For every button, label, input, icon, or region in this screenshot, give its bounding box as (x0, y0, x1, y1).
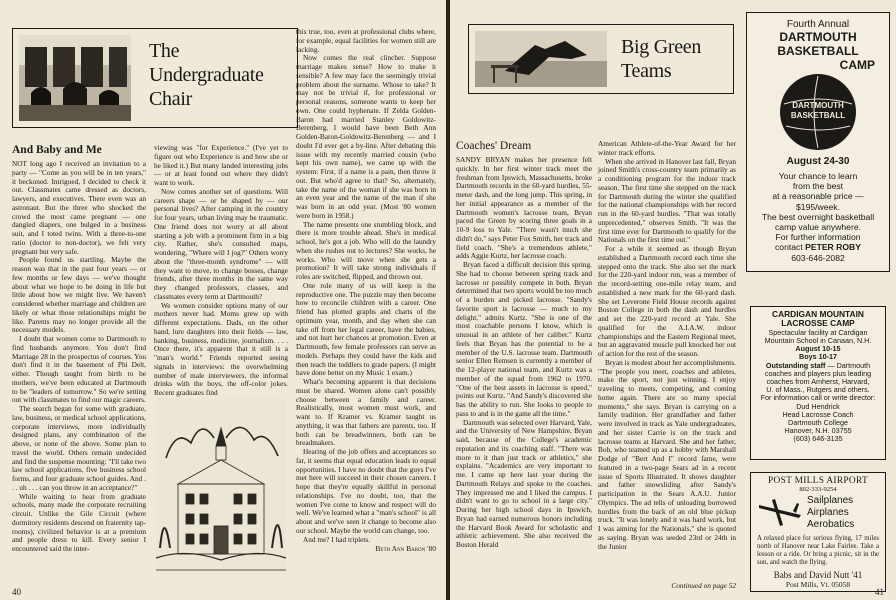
left-page (0, 0, 446, 600)
paragraph: While waiting to hear from graduate schools, many made the corporate recruiting circuit. Unlike the Gile Circuit (where dormitory residents descend on fraternity tap-rooms), civilized behavior is at a premium and people dress to kill. Every senior I encountered said the inter- (12, 491, 146, 553)
airport-title: POST MILLS AIRPORT (768, 476, 868, 486)
post-mills-airport-ad (750, 472, 886, 592)
camp-body-line: For further information (775, 232, 861, 243)
section-title-coaches-dream: Coaches' Dream (456, 140, 532, 152)
paragraph: Now comes the real clincher. Suppose marriage makes sense? How to make it sensible? A few may face the seemingly trivial problem about the surname. Whose to take? It may not be trivial if, for professional or personal reasons, someone wants to keep her own. One could hyphenate. If Zelda Golden-Baron had married Stanley Goldowitz-Berenberg, I would have been Beth Ann Golden-Baron-Goldowitz-Berenberg — and I doubt I'd ever get a by-line. After debating this issue with my recently married cousin (who kept his own name), we came up with the system: First, if a name is a pain, then throw it out. But who'd agree to that? So, alternately, take the name of the woman if she was born in an even year and the name of the man if she was born in an odd year. (Most '80 women were born in 1958.) (296, 53, 436, 220)
left-column-2 (154, 143, 288, 397)
continued-note: Continued on page 52 (671, 581, 736, 590)
airport-services (751, 493, 885, 533)
paragraph: this true, too, even at professional clubs where, for example, equal facilities for women still are lacking. (296, 27, 436, 54)
ball-text-basketball: BASKETBALL (790, 111, 846, 120)
lacrosse-line: Spectacular facility at Cardigan (768, 327, 868, 337)
paragraph: NOT long ago I received an invitation to a party — "Come as you will be in ten years," it beckoned. Intrigued, I decided to check it out. Classmates came dressed as doctors, lawyers, and executives. There even was an astronaut. But the three who shocked the crowd the most came pregnant — one dangled diapers, one bulged in a business suit, and I toted twins. With a three-to-one ratio (doctor to non-doctor), we felt very pregnant but very safe. (12, 159, 146, 256)
lacrosse-line: Head Lacrosse Coach (782, 409, 854, 419)
header-photo-graphic (19, 35, 131, 121)
building-drawing (156, 398, 286, 574)
airport-phone: 802-333-9254 (799, 486, 837, 493)
camp-title-basketball: BASKETBALL (777, 44, 859, 58)
paragraph: When she arrived in Hanover last fall, Bryan joined Smith's cross-country team primarily as a conditioning program for the indoor track season. The first time she stepped on the track for Dartmouth during the winter she qualified for the national championships with her record run in the 60-yard hurdles. "That was totally unprecedented," observes Smith. "It was the first time ever for Dartmouth to qualify for the Nationals on the first time out." (598, 156, 736, 245)
paragraph: Bryan faced a difficult decision this spring. She had to choose between spring track and lacrosse or possibly compete in both. Bryan determined that two sports would be too much of a burden and picked lacrosse. "Sandy's favorite sport is lacrosse — much to my delight," admits Kurtz. "She is one of the most coachable persons I know, which is unusual in an athlete of her caliber." Kurtz feels that Bryan has the potential to be a member of the U.S. lacrosse team. Dartmouth senior Ellen Remsen is currently a member of the 12-player national team, and Kurtz was a member of the squad from 1962 to 1970. "One of the best assets in lacrosse is speed," points out Kurtz. "And Sandy's discovered she has the ability to run. She looks to people to pass to and is in the game all the time." (456, 260, 592, 418)
header-photo-graphic (475, 31, 607, 87)
right-page (450, 0, 896, 600)
dartmouth-hall-illustration (156, 398, 286, 574)
page-number-right: 41 (875, 587, 884, 597)
camp-title-camp: CAMP (839, 58, 875, 72)
paragraph: Hearing of the job offers and acceptances so far, it seems that equal education leads to equal opportunities. I have no doubt that the guys I've met here will succeed in their chosen careers. I hope that they're equally skillful in personal relationships. I've no doubt, too, that the women I've come to know and respect will do well. We've learned what a "man's school" is all about and we've seen it change to become also our school. Maybe the world can change, too. (296, 447, 436, 535)
chair-title-line-1: The (149, 40, 180, 62)
camp-body (747, 171, 889, 263)
lacrosse-ages: Boys 10-17 (799, 352, 837, 362)
teams-title-line-1: Big Green (621, 36, 702, 58)
paragraph: People found us startling. Maybe the reason was that in the past four years — or few months or few days — we've thought about what we hope to be doing in life but little about how we might live. We haven't considered whether marriage and children are likely or what those relationships might be like. Parents may no longer provide all the necessary models. (12, 255, 146, 335)
camp-contact (747, 242, 889, 252)
lacrosse-staff-label: Outstanding staff (765, 360, 826, 370)
lacrosse-line: Dud Hendrick (796, 401, 840, 411)
paragraph: viewing was "for Experience." (I've yet to figure out who Experience is and how she or he liked it.) But many landed interesting jobs — or at least found out where they didn't want to work. (154, 143, 288, 187)
camp-contact-name: PETER ROBY (805, 242, 861, 253)
chair-title-line-2: Undergraduate (149, 64, 264, 86)
page-number-left: 40 (12, 587, 21, 597)
basketball-camp-ad (746, 12, 890, 272)
camp-body-line: from the best (792, 181, 844, 192)
camp-dates: August 24-30 (786, 156, 850, 167)
byline: Beth Ann Baron '80 (375, 544, 436, 554)
camp-title-dartmouth: DARTMOUTH (779, 30, 857, 44)
airport-service-aerobatics: Aerobatics (807, 519, 855, 530)
big-green-teams-header (468, 24, 734, 94)
camp-body-line: The best overnight basketball (761, 211, 875, 222)
paragraph: Dartmouth was selected over Harvard, Yale, and the University of New Hampshire, Bryan said, because of the College's academic reputation and its coaching staff. "There was more to it than just track or athletics," she explains. "Academics are very important to me. I came up here last year during the Dartmouth Relays and spoke to the coaches. They impressed me and I liked the campus. I didn't want to go to school in a large city." During her high school days in Ipswich, Bryan had earned numerous honors including the Harvard Book Award for scholastic and athletic achievement. She also received the Boston Herald (456, 417, 592, 549)
paragraph: What's becoming apparent is that decisions must be shared. Women alone can't possibly choose between a family and career. Realistically, most women must work, and want to. If Kramer vs. Kramer taught us anything, it was that fathers are parents, too. If both can be breadwinners, both can be breadmakers. (296, 377, 436, 448)
camp-body-line: at a reasonable price — (772, 191, 864, 202)
ball-text-dartmouth: DARTMOUTH (792, 101, 844, 110)
airport-description: A relaxed place for serious flying, 17 miles north of Hanover near Lake Fairlee. Take a lesson or a ride. Or bring a picnic, sit in the sun, and watch the flying. (757, 535, 879, 566)
lacrosse-staff-text: Dartmouth (836, 360, 871, 370)
lacrosse-staff: Outstanding staff — Dartmouth (765, 360, 871, 370)
lacrosse-line: coaches and players plus leading (764, 368, 872, 378)
airport-owners: Babs and David Nutt '41 (773, 570, 863, 580)
header-photo-hurdler (475, 31, 607, 87)
lacrosse-title-2: LACROSSE CAMP (781, 318, 855, 329)
paragraph: Now comes another set of questions. Will careers shape — or be shaped by — our personal lives? After camping in the country for four years, urban living may be traumatic. One friend does not worry at all about starting a job with a prominent firm in a big city. Rather, she's consulted maps, wondering, "Where will I jog?" Others worry about the "three-month syndrome" — will they want to move, to change bosses, change friends, after three months in the same way they changed professors, classes, and classmates every term at Dartmouth? (154, 186, 288, 301)
right-column-1 (456, 140, 592, 590)
paragraph: Bryan is modest about her accomplishments. "The people you meet, coaches and athletes, make the sport, not just winning. I enjoy traveling to meets, competing, and coming home again. There are so many special moments," she says. Bryan is carrying on a family tradition. Her grandfather and father were involved in track as Yale undergraduates, and her sister Carrie is on the track and lacrosse teams at Harvard. She and her father, Bob, who teamed up as a hobby with Marshall Dodge of "Bert And I" record fame, were featured in a two-page Sears ad in a recent issue of Sports Illustrated. It shows daughter and father snowsliding after Sandy's participation in the Sears A.A.U. Junior Olympics. The ad tells of unloading borrowed hurdles from the back of an old blue pickup truck. "It was lonely and it was hard work, but I was aiming for the Nationals," she is quoted as saying. Bryan was seeded 23rd or 24th in the Junior (598, 357, 736, 551)
paragraph: One role many of us will keep is the reproductive one. The puzzle may then become how to reconcile children with a career. One friend has plotted graphs and charts of the optimum year, month, and day when she can take off from her legal career, have the babies, and not hurt her chances at promotion. Even at Dartmouth, few female professors can serve as models. Perhaps they could have the kids and then teach the toddlers to grade papers. (I might have done better on my Music 1 exam.) (296, 280, 436, 378)
paragraph: American Athlete-of-the-Year Award for her winter track efforts. (598, 139, 736, 157)
lacrosse-title-1: CARDIGAN MOUNTAIN (772, 309, 864, 319)
paragraph: We women consider options many of our mothers never had. Moms grew up with different expectations. Dads, on the other hand, lure daughters into their fields — law, banking, business, medicine, journalism. . . . Once there, it's apparent that it still is a "man's world." Friends reported seeing signals in interviews: the overwhelming number of male interviewers, the informal drinks with the boys, the off-color jokes. Recent graduates find (154, 300, 288, 397)
paragraph: For a while it seemed as though Bryan established a Dartmouth record each time she stepped onto the track. She also set the mark for the 220-yard indoor run, was a member of the record-setting one-mile relay team, and established a new mark for the 60-yard dash. She set Leverone Field House records against Boston College in both the dash and hurdles and set the 220-yard record at Yale. She qualified for the A.I.A.W. indoor championships and the Eastern Regional meet, but an aggravated muscle pull knocked her out of action for the rest of the season. (598, 244, 736, 358)
basketball-icon (780, 74, 856, 150)
lacrosse-line: For information call or write director: (760, 393, 876, 403)
sailplane-icon (757, 495, 803, 529)
lacrosse-line: Dartmouth College (788, 418, 848, 428)
header-photo-chair (19, 35, 131, 121)
camp-price: $195/week. (796, 201, 840, 212)
paragraph: I doubt that women come to Dartmouth to find husbands anymore. You don't find Marriage 28 in the prospectus of courses. You don't find it in the basement of Phi Delt, either. Though taught from birth to be mothers, we've been educated at Dartmouth to be "leaders of tomorrow." So we're setting out with classmates to find our magic careers. (12, 334, 146, 405)
camp-body-line: camp value anywhere. (775, 222, 861, 233)
paragraph: The search began for some with graduate, law, business, or medical school applications, corporate interviews, more individually designed plans, any combination of the above, or none of the above. Some plan to travel the world. Others remain undecided and find the suspense mounting: "I'll take two law school applications, five business school forms, and four graduate school guides. And . . . uh . . . can you throw in an acceptance?" (12, 404, 146, 492)
airport-service-airplanes: Airplanes (807, 507, 849, 518)
airport-service-sailplanes: Sailplanes (807, 495, 854, 506)
paragraph: The name presents one stumbling block, and there is more trouble ahead. She's in medical school, he's got a job. Who will do the laundry when she rushes out to lectures? She works, he works. Who will move when she gets a promotion? It will take strong individuals if roles are switched, flipped, and thrown out. (296, 219, 436, 281)
paragraph: And me? I had triplets. (303, 534, 371, 544)
left-column-3 (296, 28, 436, 568)
airport-address: Post Mills, Vt. 05058 (785, 580, 851, 589)
undergraduate-chair-header (12, 28, 298, 128)
lacrosse-line: Hanover, N.H. 03755 (784, 426, 852, 436)
lacrosse-line: U. of Mass., Rutgers and others. (766, 385, 870, 395)
right-column-2 (598, 140, 736, 580)
lacrosse-line: Mountain School in Canaan, N.H. (764, 336, 872, 346)
teams-title-line-2: Teams (621, 60, 672, 82)
paragraph: SANDY BRYAN makes her presence felt quickly. In her first winter track meet the freshman from Ipswich, Massachusetts, broke Dartmouth records in the 60-yard hurdles, 55-meter dash, and the long jump. This spring, in her initial appearance as a member of the Dartmouth women's lacrosse team, Bryan paced the Green by scoring three goals in a 10-9 loss to Yale. "There wasn't much she didn't do," says Peter Fox Smith, her track and field coach. "She's a tremendous athlete," adds Aggie Kurtz, her lacrosse coach. (456, 155, 592, 261)
camp-phone: 603-646-2082 (791, 252, 845, 263)
camp-fourth-annual: Fourth Annual (786, 19, 850, 30)
left-column-1 (12, 144, 146, 586)
lacrosse-line: (603) 646-3135 (793, 434, 843, 444)
chair-title-line-3: Chair (149, 88, 192, 110)
camp-contact-label: contact (775, 242, 803, 253)
lacrosse-line: coaches from Amherst, Harvard, (766, 377, 870, 387)
lacrosse-camp-ad (750, 306, 886, 460)
section-title-and-baby: And Baby and Me (12, 144, 102, 156)
camp-body-line: Your chance to learn (778, 171, 858, 181)
lacrosse-dates: August 10-15 (795, 344, 841, 354)
